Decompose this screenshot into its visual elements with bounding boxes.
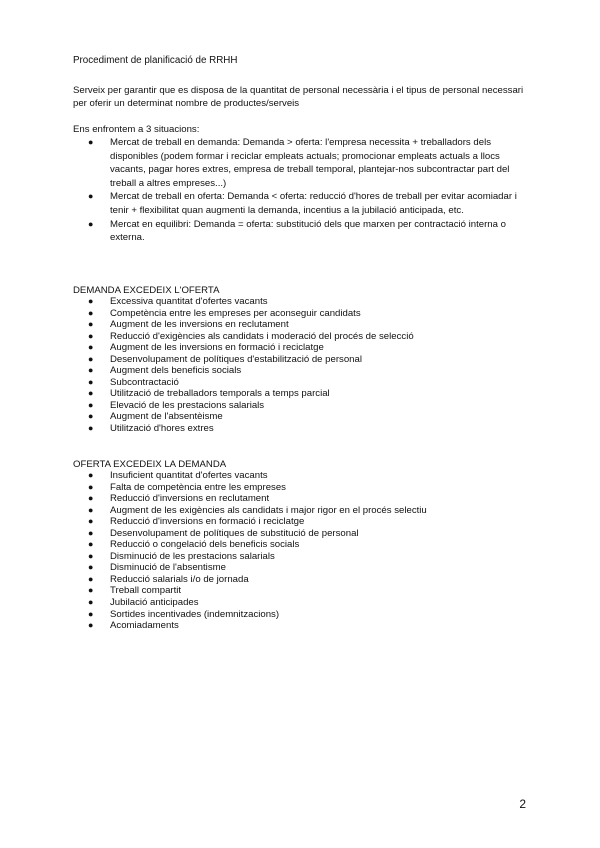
list-item [88,308,528,320]
list-item-text: Disminució de les prestacions salarials [110,550,275,562]
bullet-icon: ● [88,562,94,573]
list-item [88,562,528,574]
situations-heading: Ens enfrontem a 3 situacions: [73,124,200,135]
bullet-icon: ● [88,218,94,229]
bullet-icon: ● [88,319,94,330]
list-item-text: Utilització d'hores extres [110,423,214,435]
list-item-text: Mercat en equilibri: Demanda = oferta: substitució dels que marxen per contractació interna o externa. [110,218,506,244]
supply-exceeds-demand-list [88,470,528,632]
list-item-text: Treball compartit [110,585,182,597]
list-item-text: Augment de l'absentèisme [110,411,223,423]
list-item [88,597,528,609]
demand-exceeds-supply-list [88,296,528,435]
list-item [88,423,528,435]
list-item-text: Desenvolupament de polítiques d'estabilització de personal [110,353,362,365]
list-item-text: Augment de les exigències als candidats i major rigor en el procés selectiu [110,504,427,516]
list-item-text: Sortides incentivades (indemnitzacions) [110,608,280,620]
list-item-text: Augment dels beneficis socials [110,365,242,377]
list-item-text: Jubilació anticipades [110,597,199,609]
list-item-text: Augment de les inversions en formació i reciclatge [110,342,324,354]
bullet-icon: ● [88,585,94,596]
list-item [88,342,528,354]
list-item-text: Acomiadaments [110,620,179,632]
bullet-icon: ● [88,137,94,147]
list-item-text: Elevació de les prestacions salarials [110,399,265,411]
bullet-icon: ● [88,296,94,306]
bullet-icon: ● [88,527,94,538]
list-item [88,296,528,308]
list-item-text: Augment de les inversions en reclutament [110,319,289,331]
list-item [88,609,528,621]
list-item [88,620,528,632]
bullet-icon: ● [88,191,94,202]
list-item [88,400,528,412]
list-item [88,190,528,217]
list-item [88,470,528,482]
bullet-icon: ● [88,573,94,584]
list-item-text: Disminució de l'absentisme [110,562,226,574]
list-item-text: Competència entre les empreses per aconseguir candidats [110,307,361,319]
bullet-icon: ● [88,307,94,318]
list-item [88,365,528,377]
list-item-text: Reducció d'exigències als candidats i moderació del procés de selecció [110,330,414,342]
list-item-text: Falta de competència entre les empreses [110,481,286,493]
bullet-icon: ● [88,388,94,399]
list-item-text: Reducció d'inversions en reclutament [110,493,270,505]
section-title-supply-exceeds-demand: OFERTA EXCEDEIX LA DEMANDA [73,459,227,470]
list-item [88,377,528,389]
bullet-icon: ● [88,365,94,376]
list-item [88,574,528,586]
bullet-icon: ● [88,597,94,608]
bullet-icon: ● [88,342,94,353]
bullet-icon: ● [88,516,94,527]
list-item-text: Utilització de treballadors temporals a temps parcial [110,388,330,400]
intro-paragraph: Serveix per garantir que es disposa de la quantitat de personal necessària i el tipus de personal necessari per oferir un determinat nombre de productes/serveis [73,85,524,109]
bullet-icon: ● [88,608,94,619]
list-item [88,505,528,517]
list-item [88,539,528,551]
list-item [88,493,528,505]
bullet-icon: ● [88,399,94,410]
list-item-text: Reducció d'inversions en formació i reciclatge [110,516,305,528]
bullet-icon: ● [88,470,94,480]
list-item [88,136,528,190]
list-item [88,354,528,366]
bullet-icon: ● [88,550,94,561]
list-item [88,331,528,343]
bullet-icon: ● [88,620,94,631]
bullet-icon: ● [88,353,94,364]
list-item-text: Insuficient quantitat d'ofertes vacants [110,470,268,481]
list-item [88,528,528,540]
bullet-icon: ● [88,330,94,341]
list-item-text: Mercat de treball en demanda: Demanda > oferta: l'empresa necessita + treballadors dels disponibles (podem formar i reciclar empleats actuals; promocionar empleats actuals a llocs vacants, pagar hores extres, empresa de treball temporal, plantejar-nos subcontractar part del treball a altres empreses...) [110,137,510,189]
bullet-icon: ● [88,493,94,504]
bullet-icon: ● [88,481,94,492]
bullet-icon: ● [88,411,94,422]
list-item [88,482,528,494]
bullet-icon: ● [88,539,94,550]
list-item-text: Excessiva quantitat d'ofertes vacants [110,296,268,307]
page-title: Procediment de planificació de RRHH [73,55,238,66]
list-item [88,218,528,245]
situations-list [88,136,528,245]
bullet-icon: ● [88,376,94,387]
list-item [88,411,528,423]
bullet-icon: ● [88,423,94,434]
list-item [88,388,528,400]
list-item [88,516,528,528]
list-item-text: Desenvolupament de polítiques de substitució de personal [110,527,359,539]
list-item [88,319,528,331]
list-item [88,551,528,563]
list-item-text: Subcontractació [110,376,179,388]
bullet-icon: ● [88,504,94,515]
list-item-text: Reducció o congelació dels beneficis socials [110,539,300,551]
list-item [88,585,528,597]
page-number: 2 [519,797,526,811]
list-item-text: Reducció salarials i/o de jornada [110,573,249,585]
section-title-demand-exceeds-supply: DEMANDA EXCEDEIX L'OFERTA [73,285,220,296]
list-item-text: Mercat de treball en oferta: Demanda < oferta: reducció d'hores de treball per evitar acomiadar i tenir + flexibilitat quan augmenti la demanda, incentius a la jubilació anticipada, etc. [110,191,517,216]
